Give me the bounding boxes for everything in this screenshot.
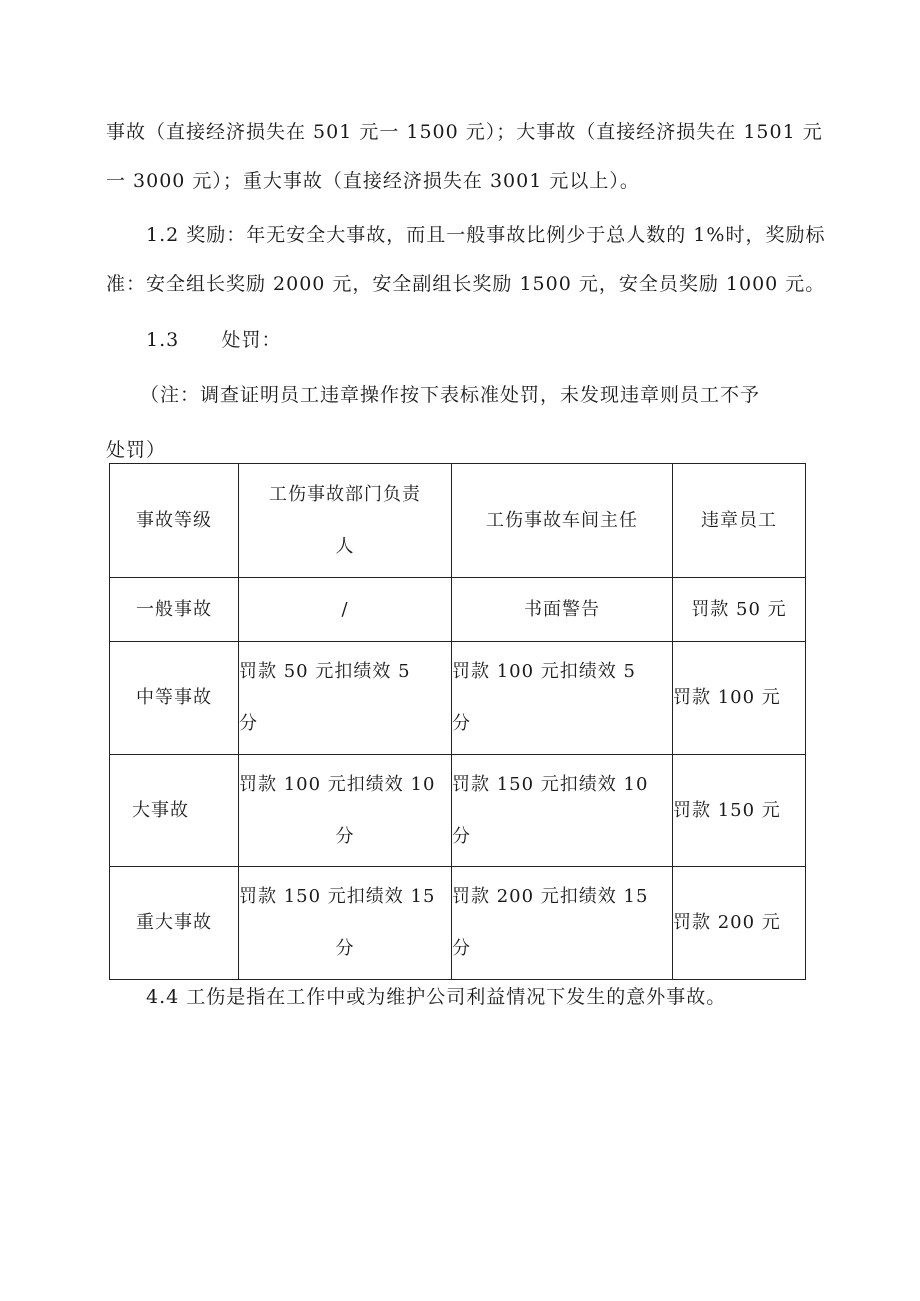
row-employee-penalty: 罚款 150 元 [673, 755, 806, 867]
row-department-head-penalty [239, 642, 452, 755]
row-department-head-penalty-line-2: 分 [335, 825, 355, 847]
table-row [110, 867, 806, 980]
row-department-head-penalty: / [239, 578, 452, 642]
row-employee-penalty: 罚款 50 元 [673, 578, 806, 642]
paragraph-reward-line-1: 1.2 奖励：年无安全大事故，而且一般事故比例少于总人数的 1%时，奖励标 [146, 224, 826, 246]
table-header-row [110, 464, 806, 578]
row-accident-level: 重大事故 [110, 867, 239, 980]
row-accident-level: 一般事故 [110, 578, 239, 642]
row-workshop-director-penalty-line-1: 罚款 100 元扣绩效 5 [452, 661, 636, 682]
row-workshop-director-penalty [452, 755, 673, 867]
row-workshop-director-penalty: 书面警告 [452, 578, 673, 642]
header-department-head-line-2: 人 [335, 535, 355, 557]
row-workshop-director-penalty-line-2: 分 [452, 713, 471, 734]
row-workshop-director-penalty-line-1: 罚款 200 元扣绩效 15 [452, 886, 649, 907]
note-line-1: （注：调查证明员工违章操作按下表标准处罚，未发现违章则员工不予 [140, 384, 761, 406]
header-department-head [239, 464, 452, 578]
paragraph-reward-line-2: 准：安全组长奖励 2000 元，安全副组长奖励 1500 元，安全员奖励 1000 元。 [106, 273, 826, 295]
paragraph-penalty-heading: 1.3 处罚： [146, 329, 282, 351]
header-department-head-line-1: 工伤事故部门负责 [269, 483, 421, 505]
paragraph-accident-levels-line-1: 事故（直接经济损失在 501 元一 1500 元）；大事故（直接经济损失在 1501 元 [106, 121, 823, 143]
row-accident-level: 大事故 [110, 755, 239, 867]
row-department-head-penalty [239, 755, 452, 867]
row-workshop-director-penalty-line-1: 罚款 150 元扣绩效 10 [452, 773, 649, 795]
row-department-head-penalty-line-1: 罚款 100 元扣绩效 10 [239, 773, 436, 795]
paragraph-work-injury-definition: 4.4 工伤是指在工作中或为维护公司利益情况下发生的意外事故。 [146, 986, 727, 1008]
row-workshop-director-penalty [452, 642, 673, 755]
table-row [110, 578, 806, 642]
header-violating-employee: 违章员工 [673, 464, 806, 578]
row-workshop-director-penalty [452, 867, 673, 980]
row-department-head-penalty-line-1: 罚款 150 元扣绩效 15 [239, 886, 436, 907]
row-department-head-penalty-line-2: 分 [239, 713, 258, 734]
note-line-2: 处罚） [106, 439, 167, 461]
table-row [110, 642, 806, 755]
row-employee-penalty: 罚款 200 元 [673, 867, 806, 980]
header-accident-level: 事故等级 [110, 464, 239, 578]
row-employee-penalty: 罚款 100 元 [673, 642, 806, 755]
row-workshop-director-penalty-line-2: 分 [452, 825, 471, 847]
penalty-table [109, 463, 806, 980]
table-row [110, 755, 806, 867]
header-workshop-director: 工伤事故车间主任 [452, 464, 673, 578]
paragraph-accident-levels-line-2: 一 3000 元）；重大事故（直接经济损失在 3001 元以上）。 [106, 170, 640, 192]
row-accident-level: 中等事故 [110, 642, 239, 755]
row-department-head-penalty-line-2: 分 [335, 938, 355, 959]
row-department-head-penalty [239, 867, 452, 980]
row-department-head-penalty-line-1: 罚款 50 元扣绩效 5 [239, 661, 411, 682]
row-workshop-director-penalty-line-2: 分 [452, 938, 471, 959]
